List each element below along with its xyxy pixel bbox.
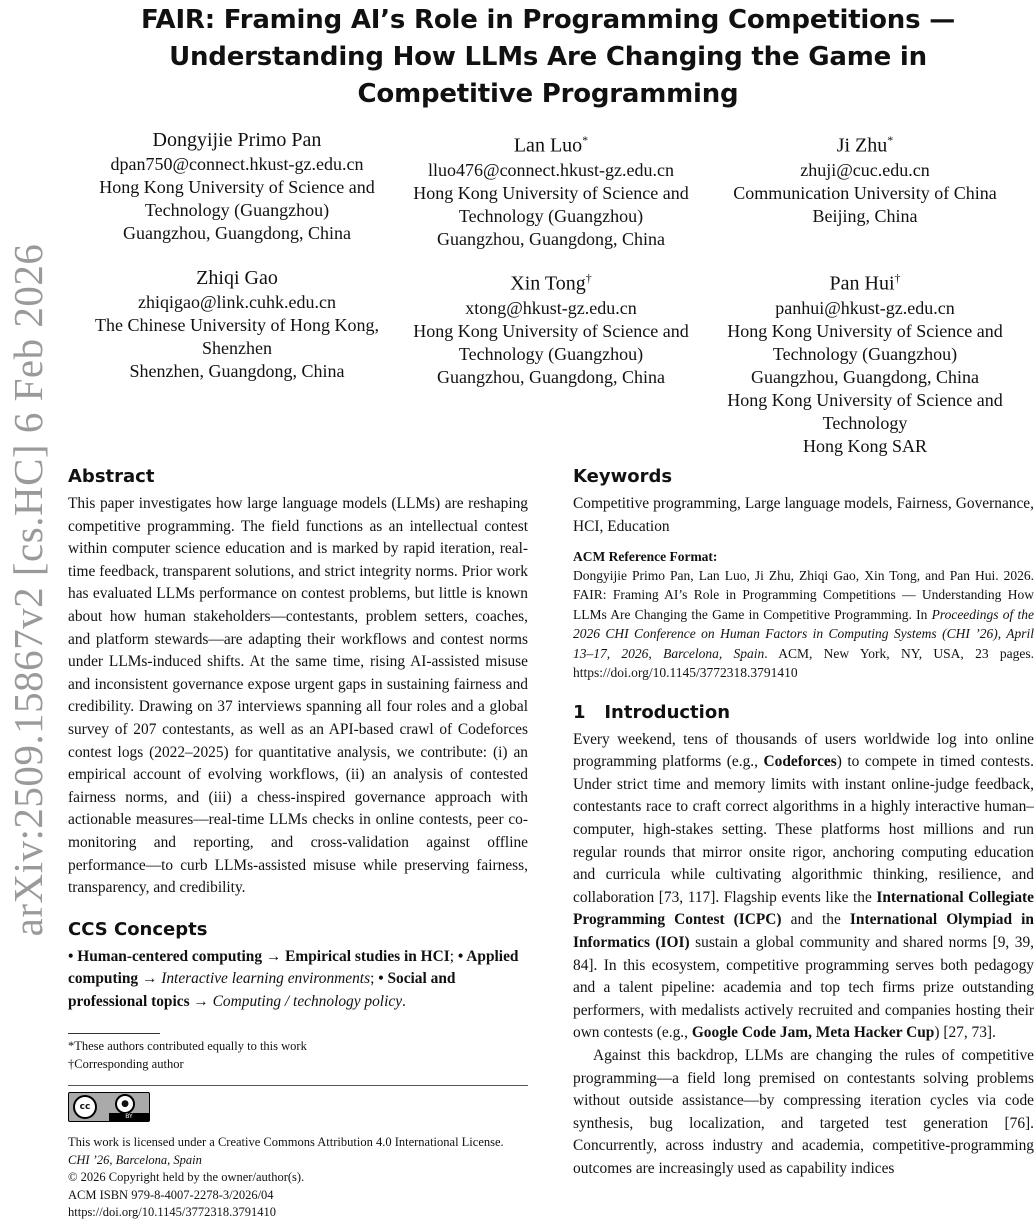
bold-text: International Olympiad in Informatics (IOI) (573, 911, 1034, 952)
author-block (391, 266, 711, 389)
author-name (705, 128, 1025, 159)
bold-text: International Collegiate Programming Contest (ICPC) (573, 888, 1034, 929)
bold-text: • Applied computing (68, 947, 519, 988)
venue: CHI ’26, Barcelona, Spain (68, 1152, 202, 1167)
author-affiliation: Hong Kong University of Science and Technology (Guangzhou) (413, 182, 689, 226)
author-name-text: Ji Zhu (836, 134, 888, 157)
author-name-text: Zhiqi Gao (196, 267, 278, 289)
text-run: sustain a global community and shared norms [9, 39, 84]. In this ecosystem, competitive programming serves both pedagogy and a talent pipeline: academia and top tech firms prize outstanding performers, with medalists actively recruited and companies hosting their own contests (e.g., (573, 934, 1034, 1042)
italic-text: Computing / technology policy (212, 992, 403, 1010)
acm-reference-text (573, 566, 1034, 683)
footnote: *These authors contributed equally to this work (68, 1039, 307, 1054)
text-run: . ACM, New York, NY, USA, 23 pages. https://doi.org/10.1145/3772318.3791410 (573, 645, 1035, 681)
copyright: © 2026 Copyright held by the owner/author(s). (68, 1170, 305, 1185)
isbn: ACM ISBN 979-8-4007-2278-3/2026/04 (68, 1187, 274, 1202)
right-column (573, 465, 1034, 1181)
left-column (68, 465, 528, 1222)
author-affiliation: Guangzhou, Guangdong, China (437, 366, 665, 387)
by-label: BY (109, 1113, 149, 1121)
author-mark: * (887, 133, 894, 147)
author-affiliation: Beijing, China (812, 205, 918, 226)
bold-text: • Social and professional topics (68, 970, 456, 1010)
keywords-text: Competitive programming, Large language models, Fairness, Governance, HCI, Education (573, 495, 1034, 535)
author-name-text: Dongyijie Primo Pan (152, 129, 322, 151)
footnotes (68, 1033, 528, 1073)
author-affiliation: Shenzhen, Guangdong, China (129, 361, 345, 381)
text-run: . (402, 992, 406, 1010)
author-affiliation: Communication University of China (733, 182, 997, 203)
keywords-heading: Keywords (573, 466, 673, 487)
license-text: This work is licensed under a Creative Commons Attribution 4.0 International License. (68, 1135, 504, 1150)
ccs-heading: CCS Concepts (68, 918, 208, 940)
acm-reference-section (573, 548, 1034, 683)
text-run: Every weekend, tens of thousands of users worldwide log into online programming platforms (e.g., (573, 730, 1034, 771)
acm-reference-heading: ACM Reference Format: (573, 549, 718, 565)
author-email[interactable]: lluo476@connect.hkust-gz.edu.cn (427, 159, 674, 180)
author-affiliation: Guangzhou, Guangdong, China (751, 366, 979, 387)
abstract-heading: Abstract (68, 466, 155, 487)
text-run: and the (781, 911, 850, 929)
author-email[interactable]: zhuji@cuc.edu.cn (800, 159, 930, 180)
author-email[interactable]: panhui@hkust-gz.edu.cn (775, 297, 955, 318)
ccs-section (68, 918, 528, 1014)
intro-paragraph (573, 1045, 1034, 1181)
text-run: Dongyijie Primo Pan, Lan Luo, Ji Zhu, Zhiqi Gao, Xin Tong, and Pan Hui. 2026. FAIR: Framing AI’s Role in Programming Competitions — Understanding How LLMs Are Changing the Game in Competitive Programming. In (573, 567, 1034, 622)
author-block (705, 266, 1025, 458)
doi-link[interactable]: https://doi.org/10.1145/3772318.3791410 (68, 1205, 276, 1220)
author-name-text: Pan Hui (829, 272, 895, 295)
italic-text: Proceedings of the 2026 CHI Conference on Human Factors in Computing Systems (CHI ’26), April 13–17, 2026, Barcelona, Spain (573, 606, 1034, 661)
italic-text: Interactive learning environments (161, 970, 371, 988)
bold-text: Google Code Jam, Meta Hacker Cup (691, 1024, 935, 1042)
cc-by-license-badge (68, 1092, 150, 1122)
introduction-section (573, 701, 1034, 1181)
author-affiliation: Guangzhou, Guangdong, China (123, 223, 351, 243)
cc-icon: cc (73, 1095, 97, 1119)
author-affiliation: Hong Kong SAR (802, 435, 927, 456)
author-name-text: Lan Luo (513, 134, 583, 157)
text-run: Against this backdrop, LLMs are changing the rules of competitive programming—a field long premised on contestants solving problems without outside assistance—by compressing iteration cycles via code synthesis, bug localization, and targeted test generation [76]. Concurrently, across industry and academia, competitive-programming outcomes are increasingly used as capability indices (573, 1047, 1034, 1177)
intro-paragraph (573, 729, 1034, 1045)
paper-title: FAIR: Framing AI’s Role in Programming Competitions — Understanding How LLMs Are Changing the Game in Competitive Programming (140, 5, 956, 109)
text-run: ) to compete in timed contests. Under strict time and memory limits with instant online-judge feedback, contestants race to craft correct algorithms in a highly interactive human–computer, high-stakes setting. These platforms host millions and run regular rounds that mirror onsite rigor, anchoring computing education and curricula while cultivating algorithmic thinking, resilience, and collaboration [73, 117]. Flagship events like the (573, 753, 1035, 906)
author-mark: † (894, 271, 901, 285)
bold-text: Codeforces (763, 753, 837, 771)
author-affiliation: Hong Kong University of Science and Technology (727, 389, 1003, 433)
text-run: → (138, 970, 162, 988)
footnote: †Corresponding author (68, 1056, 184, 1071)
author-name (391, 128, 711, 159)
bold-text: • Human-centered computing → Empirical studies in HCI (68, 947, 450, 965)
text-run: ; (370, 970, 379, 988)
text-run: → (189, 992, 213, 1010)
ccs-text (68, 946, 528, 1014)
author-name-text: Xin Tong (510, 272, 586, 295)
keywords-section (573, 465, 1034, 538)
abstract-text: This paper investigates how large language models (LLMs) are reshaping competitive programming. The field functions as an intellectual contest within computer science education and is marked by rapid iteration, real-time feedback, transparent solutions, and strict integrity norms. Prior work has evaluated LLMs performance on contest problems, but little is known about how human stakeholders—contestants, problem setters, coaches, and platform stewards—are adapting their workflows and contest norms under LLMs-induced shifts. At the same time, rising AI-assisted misuse and inconsistent governance expose urgent gaps in sustaining fairness and credibility. Drawing on 37 interviews spanning all four roles and a global survey of 207 contestants, as well as an API-based crawl of Codeforces contest logs (2022–2025) for quantitative analysis, we contribute: (i) an empirical account of evolving workflows, (ii) an analysis of contested fairness norms, and (iii) a chess-inspired governance approach with actionable measures—real-time LLMs checks in online contests, peer co-monitoring and reporting, and cross-validation against offline performance—to curb LLMs-assisted misuse while preserving fairness, transparency, and credibility. (68, 495, 528, 897)
attribution-icon: ● (115, 1094, 135, 1114)
author-block (391, 128, 711, 251)
text-run: ) [27, 73]. (934, 1024, 996, 1042)
text-run: ; (449, 947, 458, 965)
footnote-rule (68, 1033, 160, 1034)
author-affiliation: The Chinese University of Hong Kong, Shenzhen (95, 315, 379, 358)
author-affiliation: Hong Kong University of Science and Technology (Guangzhou) (727, 320, 1003, 364)
author-mark: * (582, 133, 589, 147)
author-name (391, 266, 711, 297)
author-block (77, 266, 397, 383)
author-email[interactable]: dpan750@connect.hkust-gz.edu.cn (110, 154, 364, 174)
author-email[interactable]: zhiqigao@link.cuhk.edu.cn (137, 292, 337, 312)
author-block (705, 128, 1025, 228)
author-mark: † (585, 271, 592, 285)
author-affiliation: Hong Kong University of Science and Technology (Guangzhou) (99, 177, 375, 220)
author-email[interactable]: xtong@hkust-gz.edu.cn (465, 297, 637, 318)
license-divider (68, 1085, 528, 1086)
abstract-section (68, 465, 528, 900)
author-block (77, 128, 397, 245)
introduction-heading: 1 Introduction (573, 701, 731, 723)
author-affiliation: Guangzhou, Guangdong, China (437, 228, 665, 249)
author-name (77, 128, 397, 153)
arxiv-watermark: arXiv:2509.15867v2 [cs.HC] 6 Feb 2026 (5, 243, 51, 937)
author-name (77, 266, 397, 291)
author-affiliation: Hong Kong University of Science and Technology (Guangzhou) (413, 320, 689, 364)
author-name (705, 266, 1025, 297)
